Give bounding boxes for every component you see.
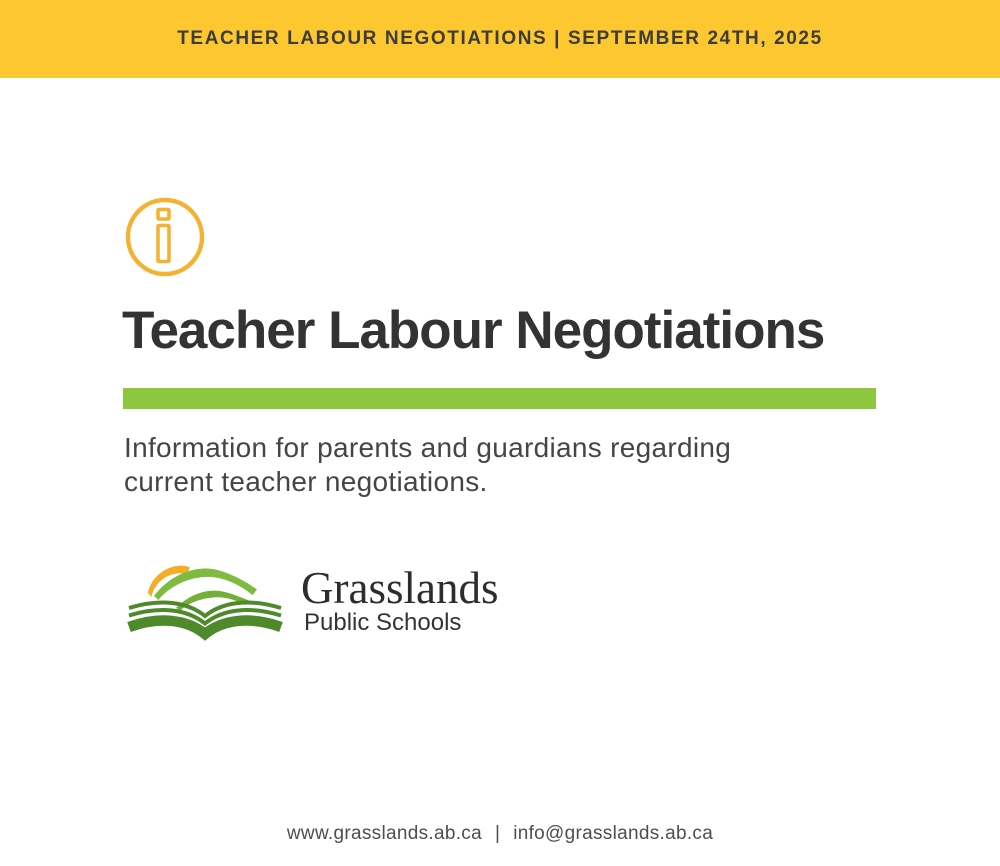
banner-text: TEACHER LABOUR NEGOTIATIONS | SEPTEMBER 24TH, 2025 xyxy=(177,28,823,49)
divider-bar xyxy=(123,388,876,409)
subtitle-text: Information for parents and guardians regarding current teacher negotiations. xyxy=(124,432,732,497)
book-shape xyxy=(129,603,281,634)
footer-website: www.grasslands.ab.ca xyxy=(286,823,482,844)
footer xyxy=(0,823,1000,845)
footer-email: info@grasslands.ab.ca xyxy=(513,823,714,844)
logo-text xyxy=(301,552,498,636)
page-title: Teacher Labour Negotiations xyxy=(122,301,825,360)
grasslands-logo-icon xyxy=(125,552,285,642)
logo-name: Grasslands xyxy=(301,563,499,613)
footer-separator: | xyxy=(494,823,501,844)
logo-tagline: Public Schools xyxy=(304,609,462,636)
logo xyxy=(125,552,498,642)
top-banner xyxy=(0,0,1000,78)
info-icon xyxy=(124,196,206,278)
